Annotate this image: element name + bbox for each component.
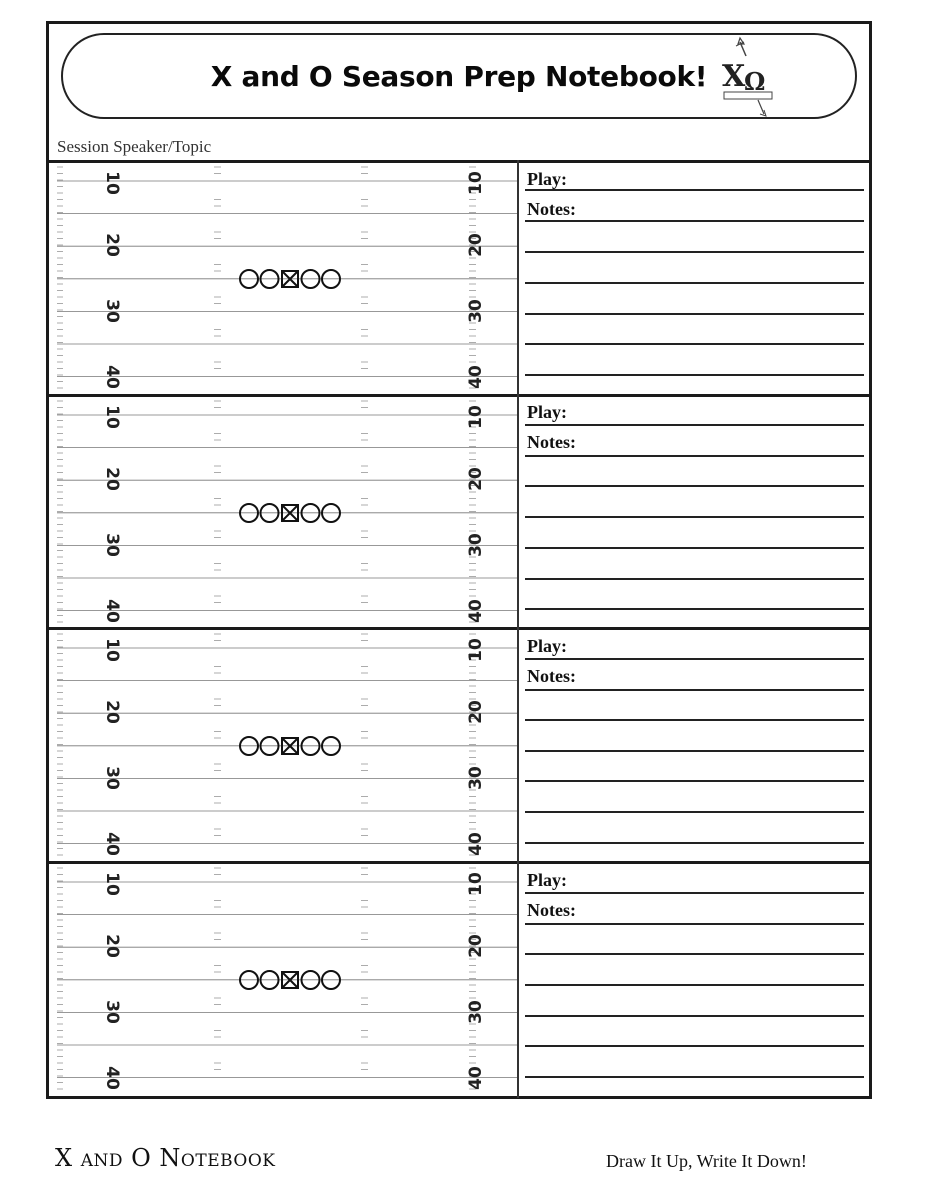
notes-write-line[interactable]: [525, 719, 864, 721]
play-write-line[interactable]: [525, 189, 864, 191]
notes-write-line[interactable]: [525, 455, 864, 457]
notes-write-line[interactable]: [525, 608, 864, 610]
football-field-diagram[interactable]: [49, 163, 517, 391]
svg-text:X: X: [722, 59, 746, 94]
yard-number-left: 20: [102, 467, 122, 491]
yard-number-left: 30: [102, 299, 122, 323]
football-field-diagram[interactable]: [49, 630, 517, 858]
play-label: Play:: [527, 870, 567, 890]
notes-write-line[interactable]: [525, 842, 864, 844]
notes-write-line[interactable]: [525, 923, 864, 925]
notes-write-line[interactable]: [525, 811, 864, 813]
yard-number-right: 30: [466, 533, 486, 557]
yard-number-right: 10: [466, 171, 486, 195]
yard-number-left: 10: [102, 171, 122, 195]
notes-write-line[interactable]: [525, 953, 864, 955]
notes-write-line[interactable]: [525, 1045, 864, 1047]
yard-number-right: 20: [466, 700, 486, 724]
yard-number-right: 40: [466, 1066, 486, 1090]
yard-number-right: 40: [466, 599, 486, 623]
yard-number-right: 10: [466, 872, 486, 896]
notes-label: Notes:: [527, 199, 576, 219]
yard-number-right: 10: [466, 405, 486, 429]
play-write-line[interactable]: [525, 658, 864, 660]
yard-number-left: 10: [102, 638, 122, 662]
yard-number-left: 10: [102, 405, 122, 429]
notes-write-line[interactable]: [525, 516, 864, 518]
column-divider: [517, 160, 519, 1098]
yard-number-left: 30: [102, 766, 122, 790]
yard-number-right: 30: [466, 766, 486, 790]
footer-tagline: Draw It Up, Write It Down!: [606, 1151, 807, 1171]
play-label: Play:: [527, 402, 567, 422]
play-label: Play:: [527, 169, 567, 189]
footer-brand: X and O Notebook: [55, 1144, 276, 1172]
notes-write-line[interactable]: [525, 984, 864, 986]
yard-number-left: 30: [102, 1000, 122, 1024]
notes-label: Notes:: [527, 666, 576, 686]
yard-number-left: 40: [102, 1066, 122, 1090]
notes-write-line[interactable]: [525, 780, 864, 782]
yard-number-left: 20: [102, 700, 122, 724]
notes-write-line[interactable]: [525, 1015, 864, 1017]
yard-number-left: 20: [102, 934, 122, 958]
yard-number-right: 20: [466, 233, 486, 257]
yard-number-right: 40: [466, 832, 486, 856]
yard-number-right: 30: [466, 1000, 486, 1024]
notes-write-line[interactable]: [525, 251, 864, 253]
notes-write-line[interactable]: [525, 343, 864, 345]
notes-write-line[interactable]: [525, 220, 864, 222]
notes-write-line[interactable]: [525, 689, 864, 691]
notes-write-line[interactable]: [525, 750, 864, 752]
notes-write-line[interactable]: [525, 313, 864, 315]
yard-number-left: 20: [102, 233, 122, 257]
football-field-diagram[interactable]: [49, 864, 517, 1092]
yard-number-left: 40: [102, 832, 122, 856]
football-field-diagram[interactable]: [49, 397, 517, 625]
yard-number-right: 40: [466, 365, 486, 389]
notes-write-line[interactable]: [525, 282, 864, 284]
play-write-line[interactable]: [525, 424, 864, 426]
xo-logo: [716, 34, 776, 118]
yard-number-right: 30: [466, 299, 486, 323]
yard-number-right: 20: [466, 467, 486, 491]
yard-number-right: 10: [466, 638, 486, 662]
page-title: X and O Season Prep Notebook!: [210, 59, 708, 93]
notes-write-line[interactable]: [525, 1076, 864, 1078]
yard-number-left: 30: [102, 533, 122, 557]
play-label: Play:: [527, 636, 567, 656]
yard-number-left: 40: [102, 365, 122, 389]
yard-number-right: 20: [466, 934, 486, 958]
notes-write-line[interactable]: [525, 578, 864, 580]
notes-write-line[interactable]: [525, 485, 864, 487]
session-speaker-topic-label: Session Speaker/Topic: [57, 137, 212, 156]
notes-write-line[interactable]: [525, 547, 864, 549]
notes-label: Notes:: [527, 900, 576, 920]
notes-label: Notes:: [527, 432, 576, 452]
play-write-line[interactable]: [525, 892, 864, 894]
yard-number-left: 40: [102, 599, 122, 623]
yard-number-left: 10: [102, 872, 122, 896]
svg-text:Ω: Ω: [744, 67, 766, 96]
notes-write-line[interactable]: [525, 374, 864, 376]
